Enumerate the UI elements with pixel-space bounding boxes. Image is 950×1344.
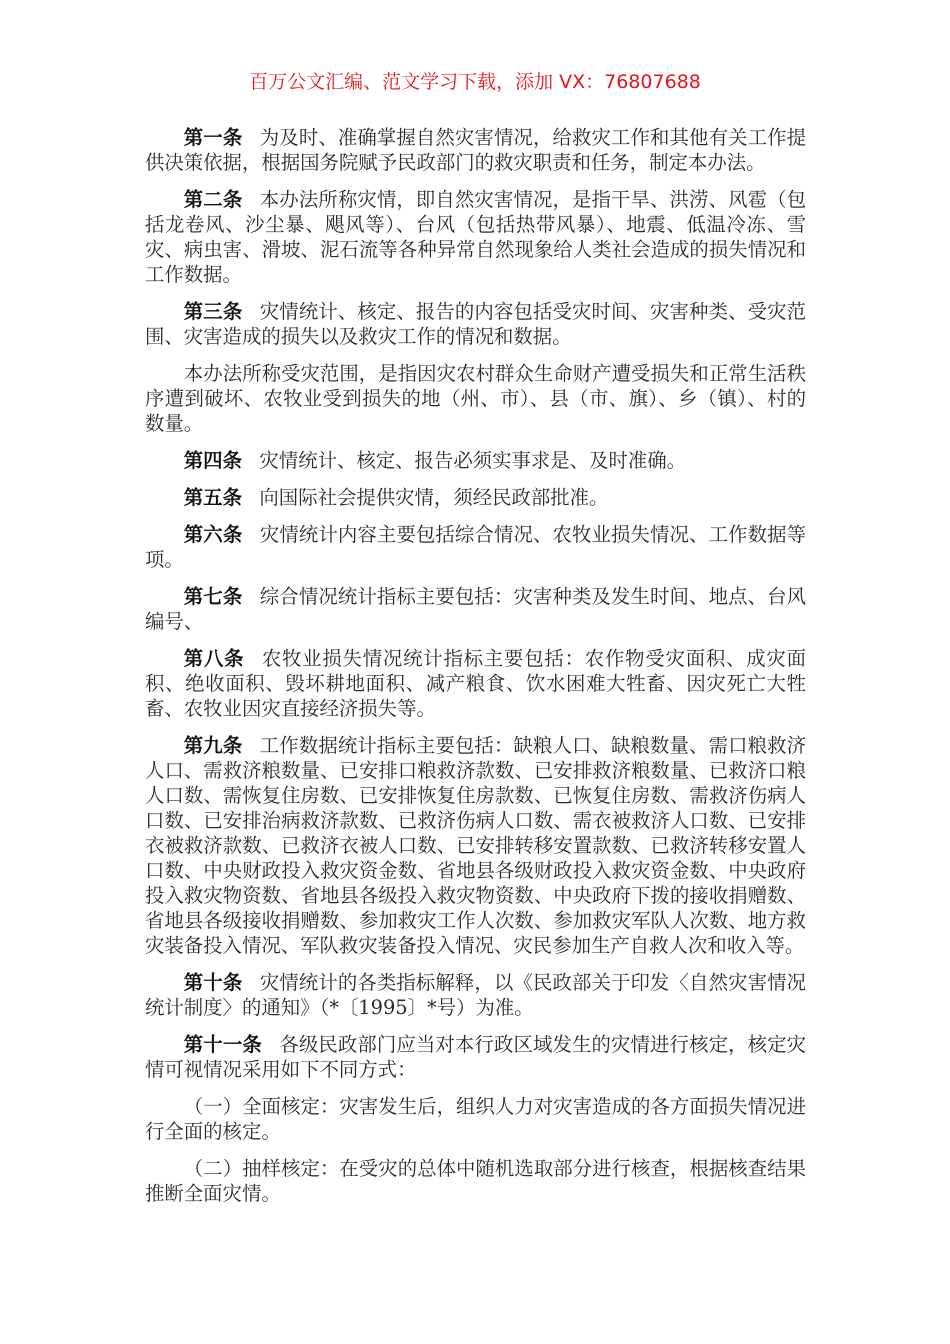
document-body (145, 125, 806, 1218)
article-number: 第九条 (183, 734, 243, 757)
paragraph-text: 工作数据统计指标主要包括：缺粮人口、缺粮数量、需口粮救济人口、需救济粮数量、已安排口粮救济款数、已安排救济粮数量、已救济口粮人口数、需恢复住房数、已安排恢复住房款数、已恢复住房数、需救济伤病人口数、已安排治病救济款数、已救济伤病人口数、需衣被救济人口数、已安排衣被救济款数、已救济衣被人口数、已安排转移安置款数、已救济转移安置人口数、中央财政投入救灾资金数、省地县各级财政投入救灾资金数、中央政府投入救灾物资数、省地县各级投入救灾物资数、中央政府下拨的接收捐赠数、省地县各级接收捐赠数、参加救灾工作人次数、参加救灾军队人次数、地方救灾装备投入情况、军队救灾装备投入情况、灾民参加生产自救人次和收入等。 (145, 734, 807, 957)
paragraph-text: 灾情统计的各类指标解释，以《民政部关于印发〈自然灾害情况统计制度〉的通知》（*〔1995〕*号）为准。 (145, 971, 807, 1019)
paragraph (145, 485, 806, 510)
article-number: 第五条 (183, 486, 242, 509)
paragraph-text: 灾情统计、核定、报告的内容包括受灾时间、灾害种类、受灾范围、灾害造成的损失以及救灾工作的情况和数据。 (145, 300, 807, 348)
paragraph-text: （二）抽样核定：在受灾的总体中随机选取部分进行核查，根据核查结果推断全面灾情。 (145, 1157, 806, 1205)
article-number: 第十一条 (183, 1033, 262, 1056)
paragraph-text: 综合情况统计指标主要包括：灾害种类及发生时间、地点、台风编号、 (145, 585, 807, 633)
article-number: 第三条 (183, 300, 243, 323)
paragraph (145, 1156, 806, 1206)
paragraph (145, 1032, 806, 1082)
paragraph (145, 299, 806, 349)
paragraph (145, 970, 806, 1020)
article-number: 第八条 (183, 647, 245, 670)
paragraph-text: 本办法所称受灾范围，是指因灾农村群众生命财产遭受损失和正常生活秩序遭到破坏、农牧业受到损失的地（州、市）、县（市、旗）、乡（镇）、村的数量。 (145, 362, 806, 435)
article-number: 第六条 (183, 523, 243, 546)
paragraph (145, 646, 806, 721)
paragraph-text: 本办法所称灾情，即自然灾害情况，是指干旱、洪涝、风雹（包括龙卷风、沙尘暴、飓风等）、台风（包括热带风暴）、地震、低温冷冻、雪灾、病虫害、滑坡、泥石流等各种异常自然现象给人类社会造成的损失情况和工作数据。 (145, 188, 807, 286)
paragraph (145, 448, 806, 473)
paragraph (145, 361, 806, 436)
paragraph (145, 733, 806, 958)
paragraph-text: 灾情统计、核定、报告必须实事求是、及时准确。 (259, 449, 687, 472)
paragraph (145, 125, 806, 175)
article-number: 第四条 (183, 449, 242, 472)
paragraph-text: 灾情统计内容主要包括综合情况、农牧业损失情况、工作数据等项。 (145, 523, 807, 571)
paragraph (145, 522, 806, 572)
watermark-banner: 百万公文汇编、范文学习下载，添加 VX：76807688 (249, 71, 701, 93)
article-number: 第七条 (183, 585, 243, 608)
paragraph-text: 各级民政部门应当对本行政区域发生的灾情进行核定，核定灾情可视情况采用如下不同方式： (145, 1033, 807, 1081)
article-number: 第一条 (183, 126, 243, 149)
paragraph-text: 为及时、准确掌握自然灾害情况，给救灾工作和其他有关工作提供决策依据，根据国务院赋予民政部门的救灾职责和任务，制定本办法。 (145, 126, 807, 174)
paragraph (145, 1094, 806, 1144)
article-number: 第二条 (183, 188, 243, 211)
paragraph-text: （一）全面核定：灾害发生后，组织人力对灾害造成的各方面损失情况进行全面的核定。 (145, 1095, 806, 1143)
paragraph-text: 向国际社会提供灾情，须经民政部批准。 (259, 486, 609, 509)
paragraph (145, 584, 806, 634)
article-number: 第十条 (183, 971, 243, 994)
paragraph-text: 农牧业损失情况统计指标主要包括：农作物受灾面积、成灾面积、绝收面积、毁坏耕地面积、减产粮食、饮水困难大牲畜、因灾死亡大牲畜、农牧业因灾直接经济损失等。 (145, 647, 807, 720)
paragraph (145, 187, 806, 287)
